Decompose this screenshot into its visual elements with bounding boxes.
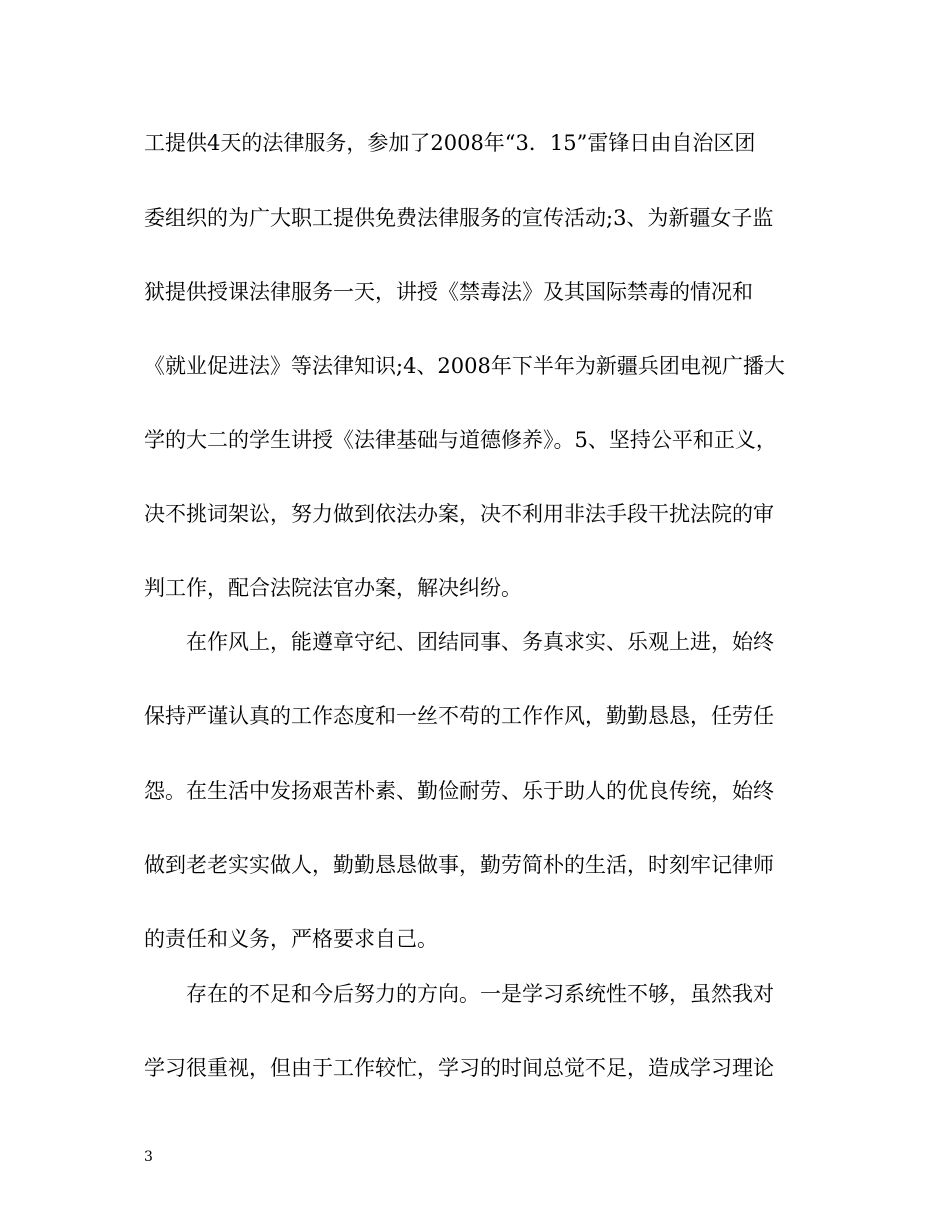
text-line: 学习很重视，但由于工作较忙，学习的时间总觉不足，造成学习理论	[144, 1056, 774, 1080]
paragraph-first-line: 存在的不足和今后努力的方向。一是学习系统性不够，虽然我对	[186, 982, 774, 1006]
text-line: 《就业促进法》等法律知识;4、2008年下半年为新疆兵团电视广播大	[144, 354, 785, 378]
text-line: 学的大二的学生讲授《法律基础与道德修养》。5、坚持公平和正义，	[144, 428, 777, 452]
text-line: 狱提供授课法律服务一天，讲授《禁毒法》及其国际禁毒的情况和	[144, 280, 753, 304]
text-line: 做到老老实实做人，勤勤恳恳做事，勤劳简朴的生活，时刻牢记律师	[144, 853, 774, 877]
text-line: 判工作，配合法院法官办案，解决纠纷。	[144, 576, 522, 600]
text-line: 的责任和义务，严格要求自己。	[144, 927, 438, 951]
text-line: 工提供4天的法律服务，参加了2008年“3．15”雷锋日由自治区团	[144, 131, 756, 155]
text-line: 怨。在生活中发扬艰苦朴素、勤俭耐劳、乐于助人的优良传统，始终	[144, 779, 774, 803]
page-number: 3	[144, 1149, 153, 1165]
text-line: 决不挑词架讼，努力做到依法办案，决不利用非法手段干扰法院的审	[144, 502, 774, 526]
paragraph-first-line: 在作风上，能遵章守纪、团结同事、务真求实、乐观上进，始终	[186, 630, 774, 654]
text-line: 委组织的为广大职工提供免费法律服务的宣传活动;3、为新疆女子监	[144, 206, 774, 230]
text-line: 保持严谨认真的工作态度和一丝不苟的工作作风，勤勤恳恳，任劳任	[144, 704, 774, 728]
